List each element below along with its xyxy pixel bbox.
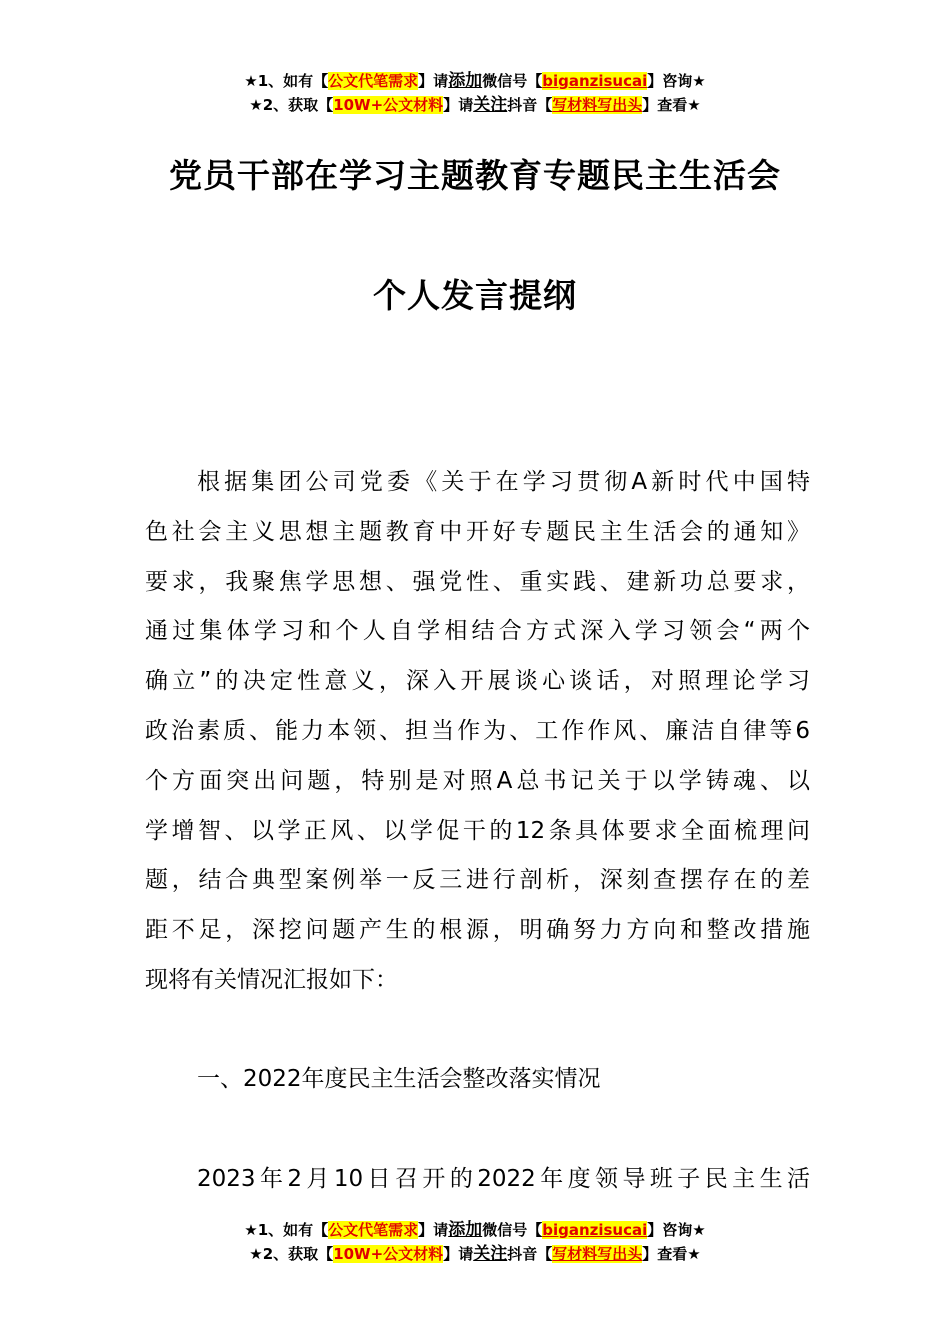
- ad-line-2: ★2、获取【10W+公文材料】请关注抖音【写材料写出头】查看★: [249, 95, 701, 115]
- text-line: 学增智、以学正风、以学促干的12条具体要求全面梳理问: [145, 817, 810, 844]
- section-1-heading: [145, 1055, 810, 1105]
- title-line-2: 个人发言提纲: [373, 276, 577, 315]
- ad-line-1: ★1、如有【公文代笔需求】请添加微信号【biganzisucai】咨询★: [244, 71, 706, 91]
- ad-banner-top: [0, 69, 950, 117]
- text-line: 2023年2月10日召开的2022年度领导班子民主生活: [197, 1166, 810, 1192]
- text-line: 政治素质、能力本领、担当作为、工作作风、廉洁自律等6: [145, 717, 810, 744]
- ad-line-1: ★1、如有【公文代笔需求】请添加微信号【biganzisucai】咨询★: [244, 1220, 706, 1240]
- text-line: 根据集团公司党委《关于在学习贯彻A新时代中国特: [197, 469, 810, 495]
- text-line: 距不足，深挖问题产生的根源，明确努力方向和整改措施: [145, 917, 810, 944]
- text-line: 通过集体学习和个人自学相结合方式深入学习领会“两个: [145, 618, 810, 645]
- text-line: 确立”的决定性意义，深入开展谈心谈话，对照理论学习: [145, 668, 810, 695]
- paragraph-2: [145, 1155, 810, 1205]
- ad-banner-bottom: [0, 1218, 950, 1266]
- text-line: 现将有关情况汇报如下：: [145, 966, 398, 993]
- ad-line-2: ★2、获取【10W+公文材料】请关注抖音【写材料写出头】查看★: [249, 1244, 701, 1264]
- text-line: 题，结合典型案例举一反三进行剖析，深刻查摆存在的差: [145, 867, 810, 894]
- title-line-1: 党员干部在学习主题教育专题民主生活会: [169, 156, 781, 195]
- text-line: 个方面突出问题，特别是对照A总书记关于以学铸魂、以: [145, 767, 810, 794]
- text-line: 要求，我聚焦学思想、强党性、重实践、建新功总要求，: [145, 568, 810, 595]
- section-heading-text: 一、2022年度民主生活会整改落实情况: [197, 1066, 601, 1092]
- text-line: 色社会主义思想主题教育中开好专题民主生活会的通知》: [145, 518, 810, 545]
- paragraph-1: [145, 458, 810, 1006]
